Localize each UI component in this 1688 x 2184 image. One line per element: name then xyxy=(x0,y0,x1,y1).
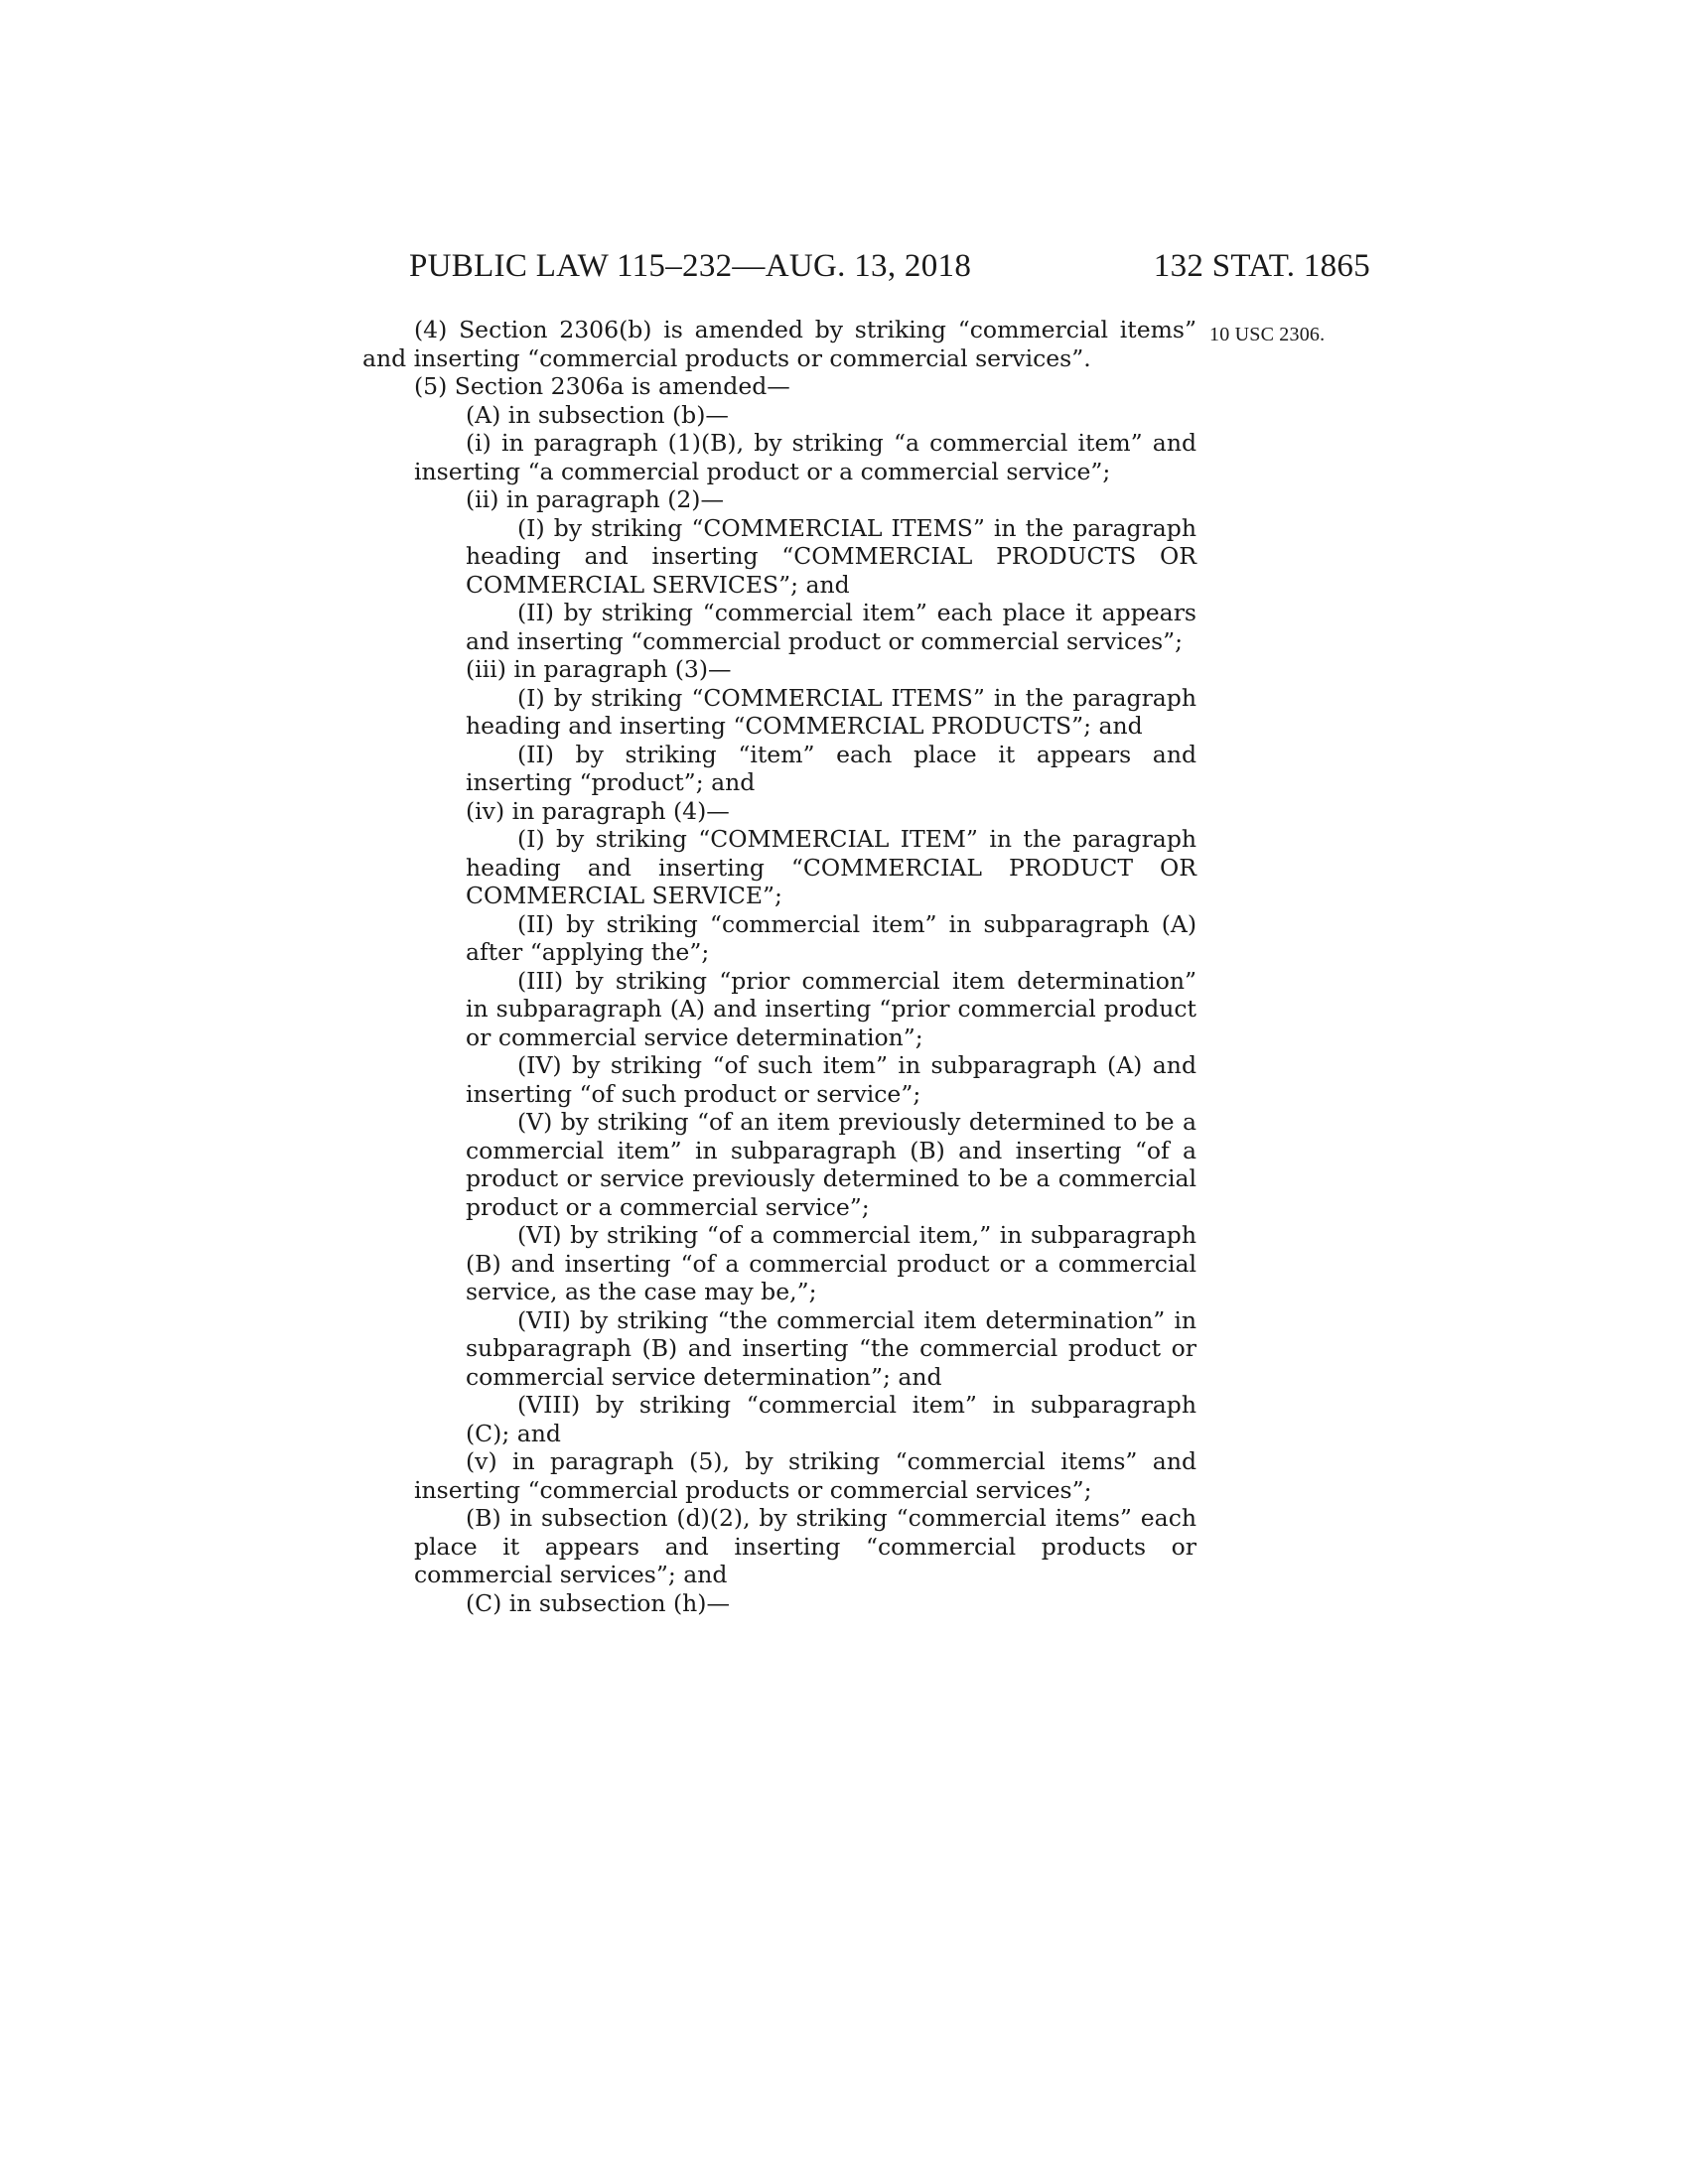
subclause-ii-ii: (II) by striking “commercial item” each place it appears and inserting “commercial product or commercial services”; xyxy=(466,599,1196,655)
running-header xyxy=(409,248,1370,288)
paragraph-5: (5) Section 2306a is amended— xyxy=(414,372,790,400)
subclause-iv-v: (V) by striking “of an item previously determined to be a commercial item” in subparagraph (B) and inserting “of a product or service previously determined to be a commercial product or a commercial service”; xyxy=(466,1108,1196,1221)
subclause-iv-iv: (IV) by striking “of such item” in subparagraph (A) and inserting “of such product or service”; xyxy=(466,1051,1196,1108)
subparagraph-b: (B) in subsection (d)(2), by striking “commercial items” each place it appears and inserting “commercial products or commercial services”; and xyxy=(414,1504,1196,1588)
paragraph-4: (4) Section 2306(b) is amended by striking “commercial items” and inserting “commercial products or commercial services”. xyxy=(362,316,1196,372)
body-text xyxy=(362,316,1196,1617)
subclause-iv-iii: (III) by striking “prior commercial item determination” in subparagraph (A) and inserting “prior commercial product or commercial service determination”; xyxy=(466,966,1196,1051)
clause-i: (i) in paragraph (1)(B), by striking “a commercial item” and inserting “a commercial product or a commercial service”; xyxy=(414,429,1196,485)
subclause-iii-ii: (II) by striking “item” each place it appears and inserting “product”; and xyxy=(466,740,1196,796)
clause-ii: (ii) in paragraph (2)— xyxy=(466,485,724,513)
subparagraph-c: (C) in subsection (h)— xyxy=(466,1588,730,1617)
subclause-iv-vii: (VII) by striking “the commercial item determination” in subparagraph (B) and inserting “the commercial product or commercial service determination”; and xyxy=(466,1305,1196,1391)
subclause-iv-i: (I) by striking “COMMERCIAL ITEM” in the paragraph heading and inserting “COMMERCIAL PRODUCT OR COMMERCIAL SERVICE”; xyxy=(466,825,1196,909)
margin-note: 10 USC 2306. xyxy=(1209,324,1326,345)
subclause-ii-i: (I) by striking “COMMERCIAL ITEMS” in the paragraph heading and inserting “COMMERCIAL PRODUCTS OR COMMERCIAL SERVICES”; and xyxy=(466,513,1196,599)
law-citation: PUBLIC LAW 115–232—AUG. 13, 2018 xyxy=(409,248,972,284)
subclause-iv-vi: (VI) by striking “of a commercial item,” in subparagraph (B) and inserting “of a commercial product or a commercial service, as the case may be,”; xyxy=(466,1221,1196,1305)
subclause-iii-i: (I) by striking “COMMERCIAL ITEMS” in the paragraph heading and inserting “COMMERCIAL PRODUCTS”; and xyxy=(466,683,1196,740)
clause-iv: (iv) in paragraph (4)— xyxy=(466,796,730,825)
subparagraph-a: (A) in subsection (b)— xyxy=(466,400,729,429)
subclause-iv-ii: (II) by striking “commercial item” in subparagraph (A) after “applying the”; xyxy=(466,909,1196,966)
subclause-iv-viii: (VIII) by striking “commercial item” in subparagraph (C); and xyxy=(466,1391,1196,1447)
clause-iii: (iii) in paragraph (3)— xyxy=(466,655,732,683)
clause-v: (v) in paragraph (5), by striking “commercial items” and inserting “commercial products or commercial services”; xyxy=(414,1447,1196,1504)
stat-citation: 132 STAT. 1865 xyxy=(1153,248,1370,284)
